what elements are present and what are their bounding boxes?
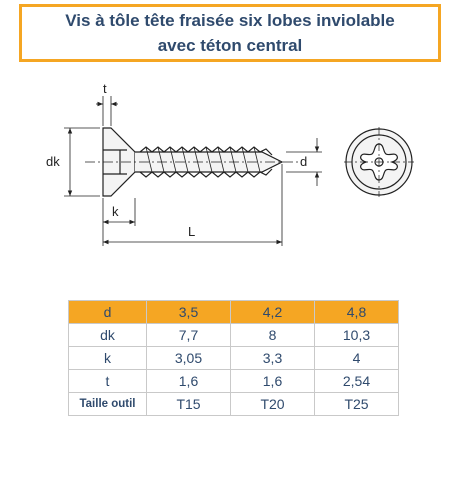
cell: 2,54 — [315, 370, 399, 393]
cell: 7,7 — [147, 324, 231, 347]
label-dk: dk — [46, 154, 60, 169]
row-label: k — [69, 347, 147, 370]
header-label: d — [69, 301, 147, 324]
specs-table — [68, 300, 399, 416]
label-L: L — [188, 224, 196, 239]
header-value: 4,2 — [231, 301, 315, 324]
cell: T15 — [147, 393, 231, 416]
cell: T20 — [231, 393, 315, 416]
title-line-1: Vis à tôle tête fraisée six lobes inviolable — [65, 11, 395, 30]
header-value: 3,5 — [147, 301, 231, 324]
header-value: 4,8 — [315, 301, 399, 324]
row-label: Taille outil — [69, 393, 147, 416]
cell: 8 — [231, 324, 315, 347]
cell: 1,6 — [147, 370, 231, 393]
row-label: t — [69, 370, 147, 393]
table-row — [69, 324, 399, 347]
title-line-2: avec téton central — [157, 36, 303, 55]
cell: T25 — [315, 393, 399, 416]
cell: 4 — [315, 347, 399, 370]
table-row — [69, 393, 399, 416]
table-row — [69, 347, 399, 370]
label-d: d — [300, 154, 308, 169]
table-row — [69, 370, 399, 393]
label-t: t — [103, 81, 107, 96]
cell: 10,3 — [315, 324, 399, 347]
cell: 1,6 — [231, 370, 315, 393]
cell: 3,05 — [147, 347, 231, 370]
label-k: k — [112, 204, 119, 219]
table-header-row — [69, 301, 399, 324]
row-label: dk — [69, 324, 147, 347]
screw-head-top-view — [344, 127, 414, 197]
cell: 3,3 — [231, 347, 315, 370]
